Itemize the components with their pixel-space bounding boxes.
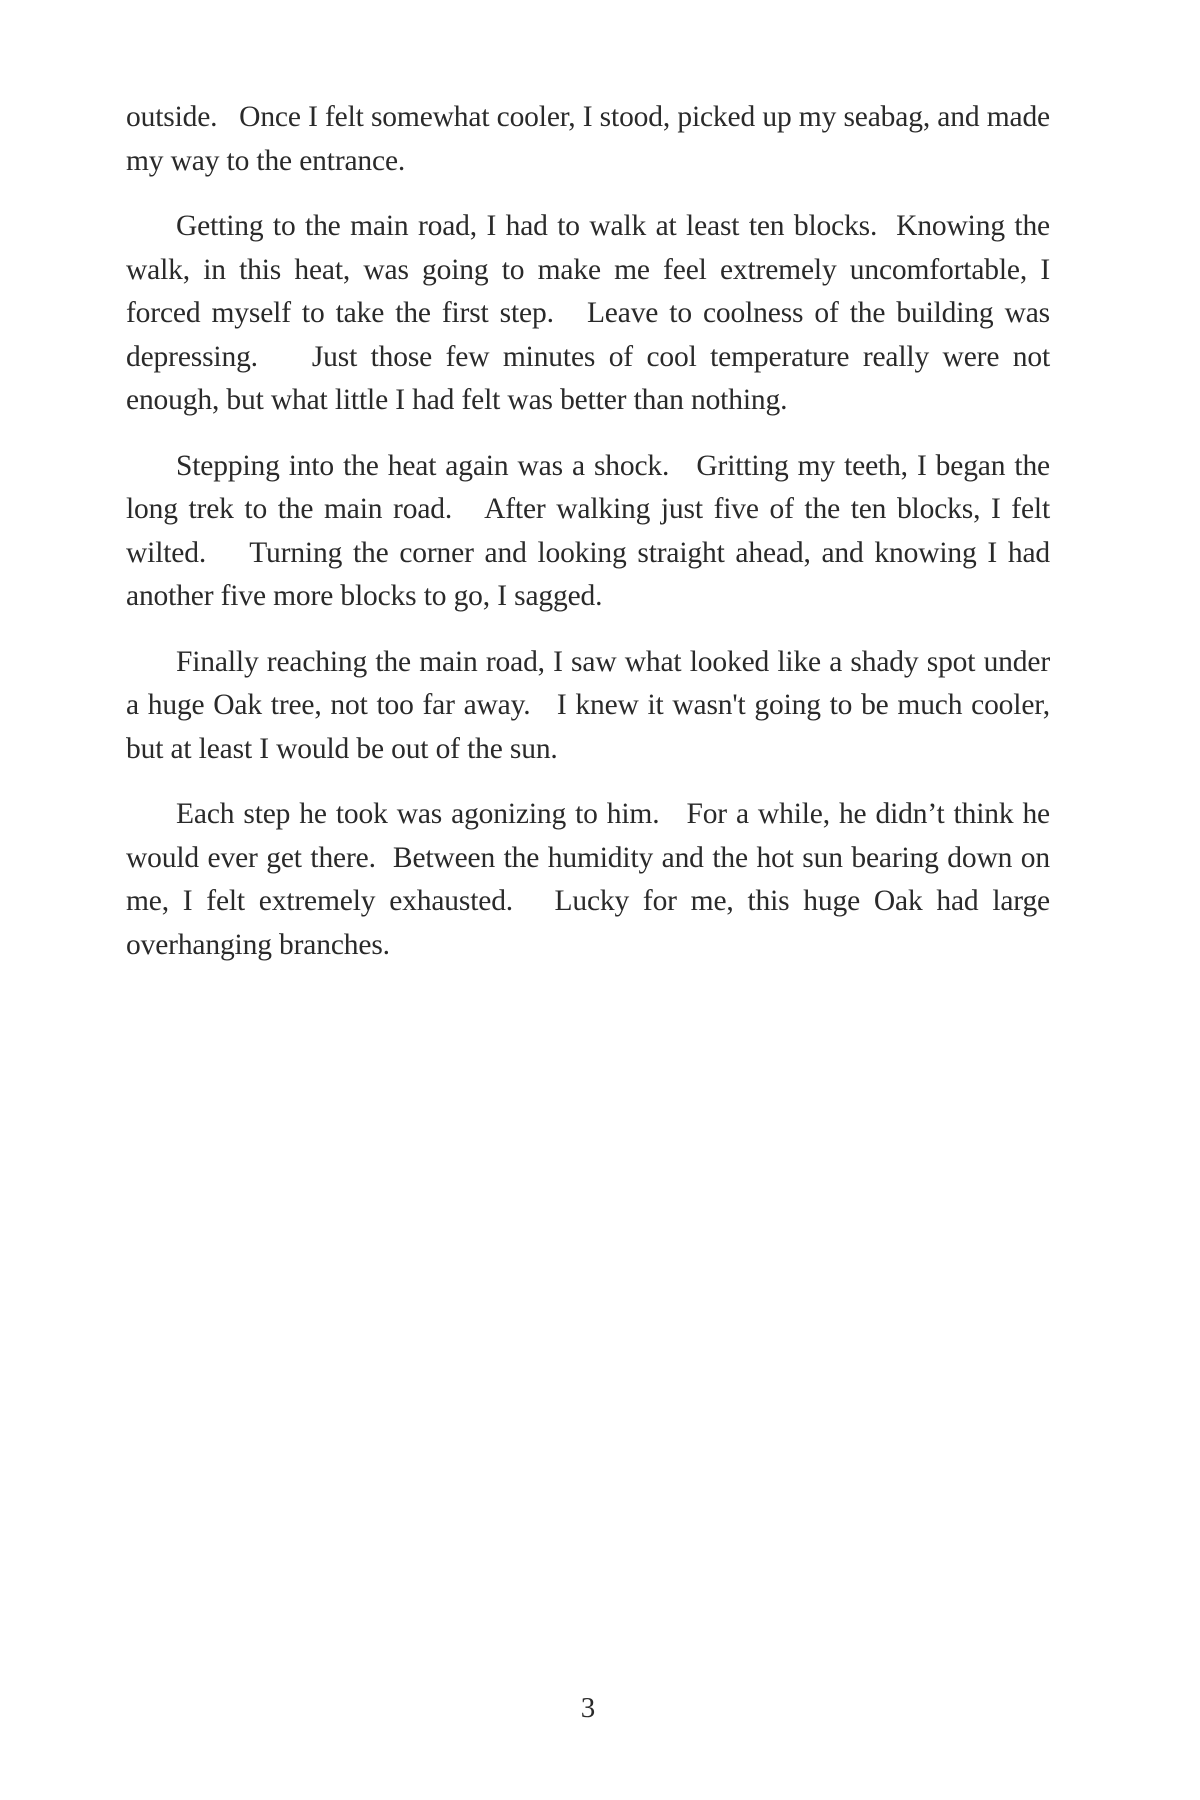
paragraph: Finally reaching the main road, I saw what looked like a shady spot under a huge Oak tree, not too far away. I knew it wasn't going to be much cooler, but at least I would be out of the sun. xyxy=(126,645,1050,765)
paragraph: Getting to the main road, I had to walk at least ten blocks. Knowing the walk, in this heat, was going to make me feel extremely uncomfortable, I forced myself to take the first step. Leave to coolness of the building was depressing. Just those few minutes of cool temperature really were not enough, but what little I had felt was better than nothing. xyxy=(126,210,1050,416)
page-number: 3 xyxy=(580,1692,596,1724)
body-text xyxy=(126,96,1050,989)
paragraph: Each step he took was agonizing to him. For a while, he didn’t think he would ever get there. Between the humidity and the hot sun bearing down on me, I felt extremely exhausted. Lucky for me, this huge Oak had large overhanging branches. xyxy=(126,798,1050,961)
paragraph: Stepping into the heat again was a shock. Gritting my teeth, I began the long trek to the main road. After walking just five of the ten blocks, I felt wilted. Turning the corner and looking straight ahead, and knowing I had another five more blocks to go, I sagged. xyxy=(126,449,1050,612)
paragraph-continued: outside. Once I felt somewhat cooler, I stood, picked up my seabag, and made my way to the entrance. xyxy=(126,101,1050,177)
